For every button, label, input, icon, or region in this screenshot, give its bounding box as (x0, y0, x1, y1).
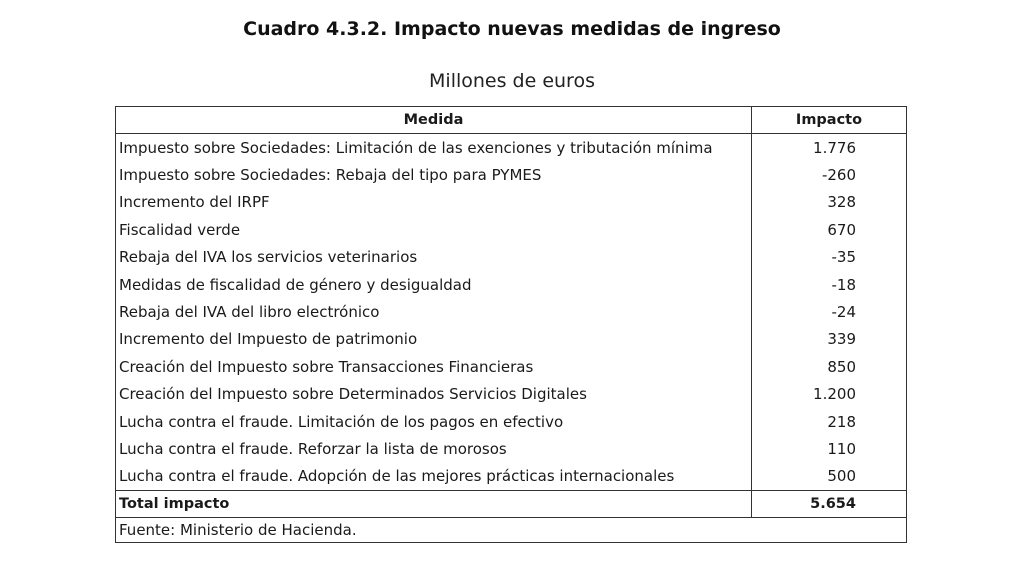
cell-medida: Lucha contra el fraude. Reforzar la lista de morosos (116, 435, 752, 462)
cell-medida: Impuesto sobre Sociedades: Limitación de las exenciones y tributación mínima (116, 134, 752, 162)
table-row (116, 216, 907, 243)
cell-medida: Creación del Impuesto sobre Determinados Servicios Digitales (116, 381, 752, 408)
cell-impacto: 339 (752, 326, 907, 353)
cell-medida: Fiscalidad verde (116, 216, 752, 243)
cell-impacto: 500 (752, 463, 907, 491)
cell-impacto: 110 (752, 435, 907, 462)
cell-medida: Impuesto sobre Sociedades: Rebaja del tipo para PYMES (116, 161, 752, 188)
table-title: Cuadro 4.3.2. Impacto nuevas medidas de ingreso (243, 18, 781, 40)
cell-impacto: 1.200 (752, 381, 907, 408)
cell-medida: Medidas de fiscalidad de género y desigualdad (116, 271, 752, 298)
table-row (116, 408, 907, 435)
cell-impacto: -24 (752, 298, 907, 325)
table-row (116, 463, 907, 491)
total-value: 5.654 (752, 491, 907, 518)
cell-medida: Rebaja del IVA los servicios veterinarios (116, 244, 752, 271)
cell-impacto: -18 (752, 271, 907, 298)
source-note: Fuente: Ministerio de Hacienda. (116, 518, 907, 543)
cell-impacto: 670 (752, 216, 907, 243)
header-row (116, 107, 907, 134)
cell-medida: Incremento del IRPF (116, 189, 752, 216)
table-row (116, 298, 907, 325)
cell-impacto: 328 (752, 189, 907, 216)
cell-impacto: 1.776 (752, 134, 907, 162)
total-label: Total impacto (116, 491, 752, 518)
total-row (116, 491, 907, 518)
header-medida: Medida (116, 107, 752, 134)
table-row (116, 271, 907, 298)
cell-impacto: 850 (752, 353, 907, 380)
cell-medida: Incremento del Impuesto de patrimonio (116, 326, 752, 353)
cell-impacto: -35 (752, 244, 907, 271)
table-row (116, 189, 907, 216)
cell-impacto: -260 (752, 161, 907, 188)
cell-medida: Lucha contra el fraude. Limitación de los pagos en efectivo (116, 408, 752, 435)
table-row (116, 326, 907, 353)
header-impacto: Impacto (752, 107, 907, 134)
table-subtitle: Millones de euros (429, 70, 595, 92)
source-row (116, 518, 907, 543)
cell-medida: Lucha contra el fraude. Adopción de las mejores prácticas internacionales (116, 463, 752, 491)
cell-impacto: 218 (752, 408, 907, 435)
cell-medida: Rebaja del IVA del libro electrónico (116, 298, 752, 325)
cell-medida: Creación del Impuesto sobre Transacciones Financieras (116, 353, 752, 380)
impact-table (115, 106, 907, 543)
table-row (116, 381, 907, 408)
table-row (116, 161, 907, 188)
table-row (116, 134, 907, 162)
table-row (116, 435, 907, 462)
table-row (116, 244, 907, 271)
table-row (116, 353, 907, 380)
